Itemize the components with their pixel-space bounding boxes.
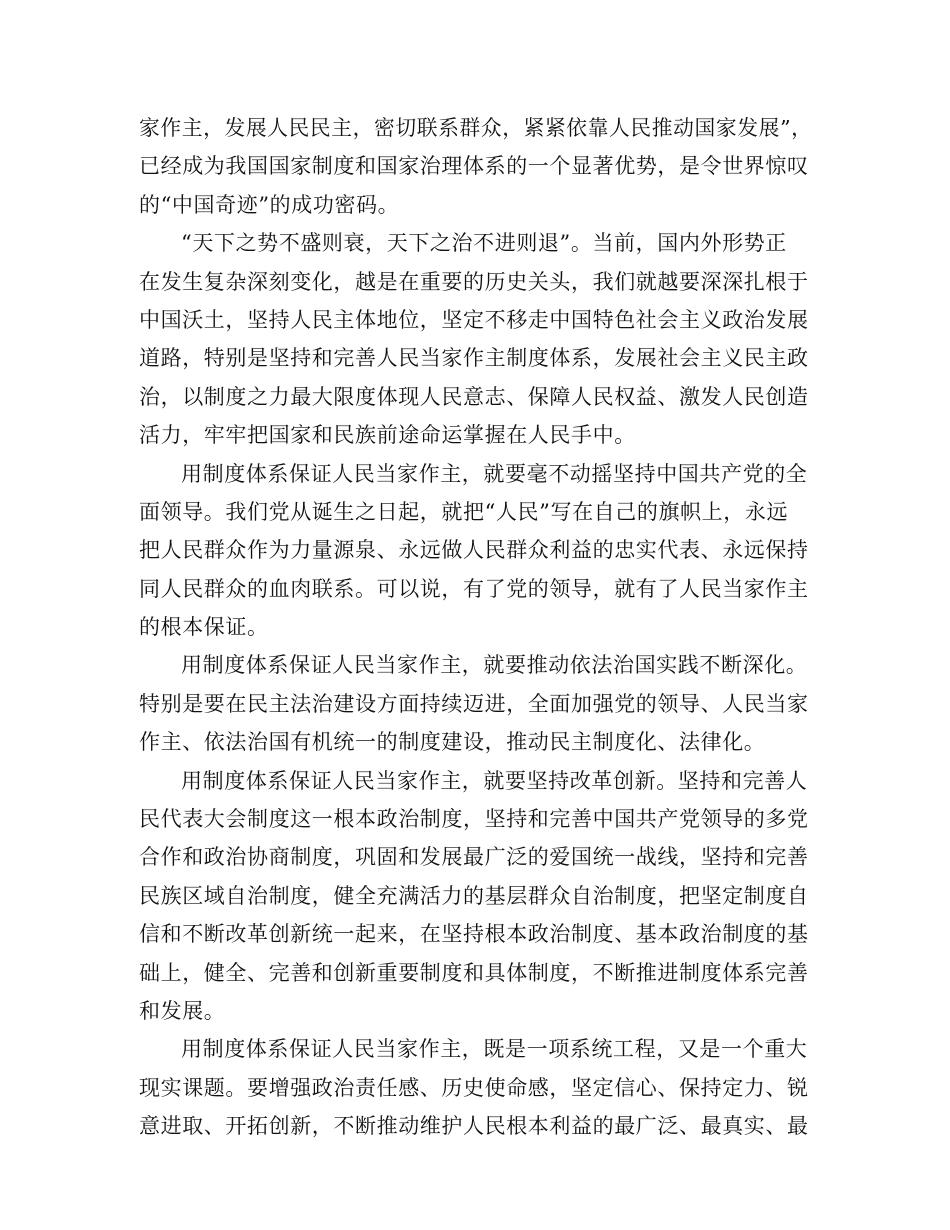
text-line: 同人民群众的血肉联系。可以说，有了党的领导，就有了人民当家作主	[139, 576, 809, 601]
paragraph-first-line: 用制度体系保证人民当家作主，就要坚持改革创新。坚持和完善人	[181, 768, 808, 793]
text-line: 面领导。我们党从诞生之日起，就把“人民”写在自己的旗帜上，永远	[139, 499, 789, 524]
text-line: 活力，牢牢把国家和民族前途命运掌握在人民手中。	[139, 423, 636, 448]
text-line: 信和不断改革创新统一起来，在坚持根本政治制度、基本政治制度的基	[139, 922, 809, 947]
text-line: 道路，特别是坚持和完善人民当家作主制度体系，发展社会主义民主政	[139, 346, 809, 371]
text-line: 已经成为我国国家制度和国家治理体系的一个显著优势，是令世界惊叹	[139, 154, 809, 179]
text-line: 的根本保证。	[139, 615, 269, 640]
text-line: 在发生复杂深刻变化，越是在重要的历史关头，我们就越要深深扎根于	[139, 269, 809, 294]
text-line: 和发展。	[139, 998, 226, 1023]
paragraph-first-line: 用制度体系保证人民当家作主，就要毫不动摇坚持中国共产党的全	[181, 461, 808, 486]
text-line: 特别是要在民主法治建设方面持续迈进，全面加强党的领导、人民当家	[139, 691, 809, 716]
document-body	[139, 109, 813, 1146]
text-line: 现实课题。要增强政治责任感、历史使命感，坚定信心、保持定力、锐	[139, 1075, 809, 1100]
text-line: 民代表大会制度这一根本政治制度，坚持和完善中国共产党领导的多党	[139, 807, 809, 832]
paragraph-first-line: 用制度体系保证人民当家作主，就要推动依法治国实践不断深化。	[181, 653, 808, 678]
text-line: 家作主，发展人民民主，密切联系群众，紧紧依靠人民推动国家发展”，	[139, 116, 813, 140]
paragraph-first-line: 用制度体系保证人民当家作主，既是一项系统工程，又是一个重大	[181, 1037, 808, 1062]
paragraph-first-line: “天下之势不盛则衰，天下之治不进则退”。当前，国内外形势正	[181, 231, 787, 256]
text-line: 治，以制度之力最大限度体现人民意志、保障人民权益、激发人民创造	[139, 384, 809, 409]
text-line: 意进取、开拓创新，不断推动维护人民根本利益的最广泛、最真实、最	[139, 1114, 809, 1139]
text-line: 把人民群众作为力量源泉、永远做人民群众利益的忠实代表、永远保持	[139, 538, 809, 563]
text-line: 中国沃土，坚持人民主体地位，坚定不移走中国特色社会主义政治发展	[139, 307, 809, 332]
text-line: 作主、依法治国有机统一的制度建设，推动民主制度化、法律化。	[139, 730, 766, 755]
text-line: 础上，健全、完善和创新重要制度和具体制度，不断推进制度体系完善	[139, 960, 809, 985]
text-line: 的“中国奇迹”的成功密码。	[139, 192, 400, 217]
text-line: 民族区域自治制度，健全充满活力的基层群众自治制度，把坚定制度自	[139, 883, 809, 908]
text-line: 合作和政治协商制度，巩固和发展最广泛的爱国统一战线，坚持和完善	[139, 845, 809, 870]
